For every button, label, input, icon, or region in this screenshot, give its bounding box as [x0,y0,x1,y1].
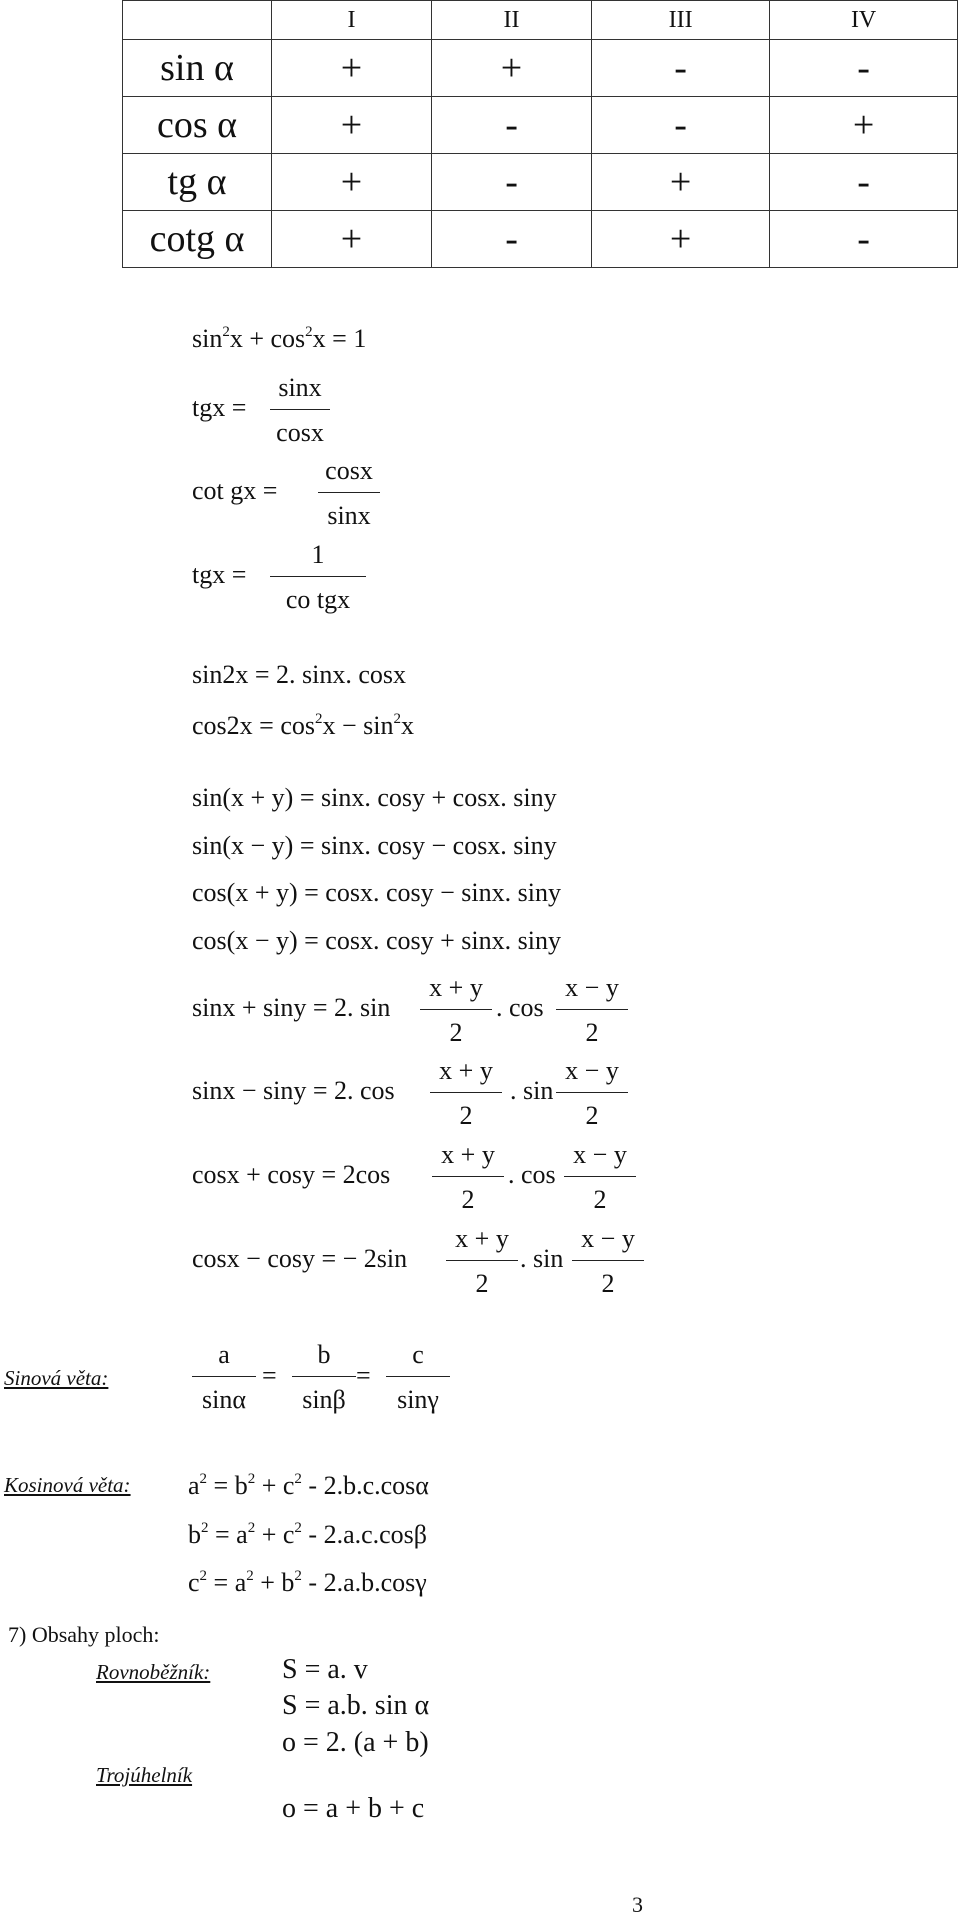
function-name: cos α [123,97,272,154]
sign-cell: - [432,154,592,211]
product-operator: . cos [496,993,544,1022]
sign-cell: - [770,211,958,268]
cosine-law-label: Kosinová věta: [4,1473,131,1497]
half-difference-fraction: $\frac{x - y}{2}$ [572,1226,644,1297]
sine-law-label: Sinová věta: [4,1366,109,1390]
sin-double-angle: sin2x = 2. sinx. cosx [192,660,407,689]
half-difference-fraction: $\frac{x - y}{2}$ [564,1142,636,1213]
quadrant-header: II [432,1,592,40]
sum-to-product-lhs: sinx + siny = 2. sin [192,993,391,1022]
sign-cell: + [272,97,432,154]
half-sum-fraction: $\frac{x + y}{2}$ [432,1142,504,1213]
table-corner-cell [123,1,272,40]
sine-law-fraction-b: $\frac{b}{\sin\beta}$ [292,1342,356,1413]
sum-to-product-lhs: cosx + cosy = 2cos [192,1160,391,1189]
table-header-row [123,1,958,40]
sine-law-fraction-a: $\frac{a}{\sin\alpha}$ [192,1342,256,1413]
sign-cell: + [432,40,592,97]
tg-lhs: tgx = [192,393,247,422]
sin-difference-formula: sin(x − y) = sinx. cosy − cosx. siny [192,831,557,860]
areas-heading: 7) Obsahy ploch: [8,1622,160,1647]
sign-cell: - [592,40,770,97]
quadrant-header: IV [770,1,958,40]
sign-cell: - [592,97,770,154]
equals-sign: = [262,1361,277,1390]
half-difference-fraction: $\frac{x - y}{2}$ [556,1058,628,1129]
quadrant-header: I [272,1,432,40]
tg-reciprocal-lhs: tgx = [192,560,247,589]
quadrant-header: III [592,1,770,40]
sign-cell: + [592,211,770,268]
half-sum-fraction: $\frac{x + y}{2}$ [446,1226,518,1297]
cos-double-angle: $\cos 2x = \cos^2x - \sin^2x$ [192,711,414,740]
sign-cell: + [592,154,770,211]
cos-sum-formula: cos(x + y) = cosx. cosy − sinx. siny [192,878,561,907]
sin-sum-formula: sin(x + y) = sinx. cosy + cosx. siny [192,783,557,812]
cosine-law-line: $a^2 = b^2 + c^2 - 2.b.c.\cos\alpha$ [188,1471,429,1500]
page-number: 3 [632,1892,643,1917]
sum-to-product-lhs: sinx − siny = 2. cos [192,1076,395,1105]
tg-reciprocal-fraction: 1 co tgx [270,542,366,613]
sign-cell: - [770,40,958,97]
sum-to-product-lhs: cosx − cosy = − 2sin [192,1244,408,1273]
sign-cell: + [770,97,958,154]
equals-sign: = [356,1361,371,1390]
product-operator: . sin [520,1244,564,1273]
sign-cell: + [272,154,432,211]
sign-cell: + [272,211,432,268]
sign-cell: + [272,40,432,97]
pythagorean-identity: $\sin^2x + \cos^2x = 1$ [192,324,367,353]
table-row [123,40,958,97]
half-sum-fraction: $\frac{x + y}{2}$ [430,1058,502,1129]
cotg-fraction: $\frac{\cos x}{\sin x}$ [318,458,380,529]
cosine-law-line: $b^2 = a^2 + c^2 - 2.a.c.\cos\beta$ [188,1520,428,1549]
parallelogram-area-sin: S = a.b. sin α [282,1690,430,1721]
half-sum-fraction: $\frac{x + y}{2}$ [420,975,492,1046]
function-name: cotg α [123,211,272,268]
sign-cell: - [432,97,592,154]
product-operator: . sin [510,1076,554,1105]
parallelogram-area: S = a. v [282,1654,368,1685]
table-row [123,154,958,211]
cosine-law-line: $c^2 = a^2 + b^2 - 2.a.b.\cos\gamma$ [188,1568,427,1597]
quadrant-sign-table [122,0,958,268]
sign-cell: - [432,211,592,268]
half-difference-fraction: $\frac{x - y}{2}$ [556,975,628,1046]
triangle-label: Trojúhelník [96,1763,193,1787]
parallelogram-perimeter: o = 2. (a + b) [282,1727,429,1758]
product-operator: . cos [508,1160,556,1189]
cotg-lhs: cot gx = [192,476,278,505]
cos-difference-formula: cos(x − y) = cosx. cosy + sinx. siny [192,926,561,955]
parallelogram-label: Rovnoběžník: [96,1660,211,1684]
function-name: tg α [123,154,272,211]
function-name: sin α [123,40,272,97]
sine-law-fraction-c: $\frac{c}{\sin\gamma}$ [386,1342,450,1413]
sign-cell: - [770,154,958,211]
table-row [123,211,958,268]
triangle-perimeter: o = a + b + c [282,1793,425,1824]
tg-fraction: $\frac{\sin x}{\cos x}$ [270,375,330,446]
table-row [123,97,958,154]
